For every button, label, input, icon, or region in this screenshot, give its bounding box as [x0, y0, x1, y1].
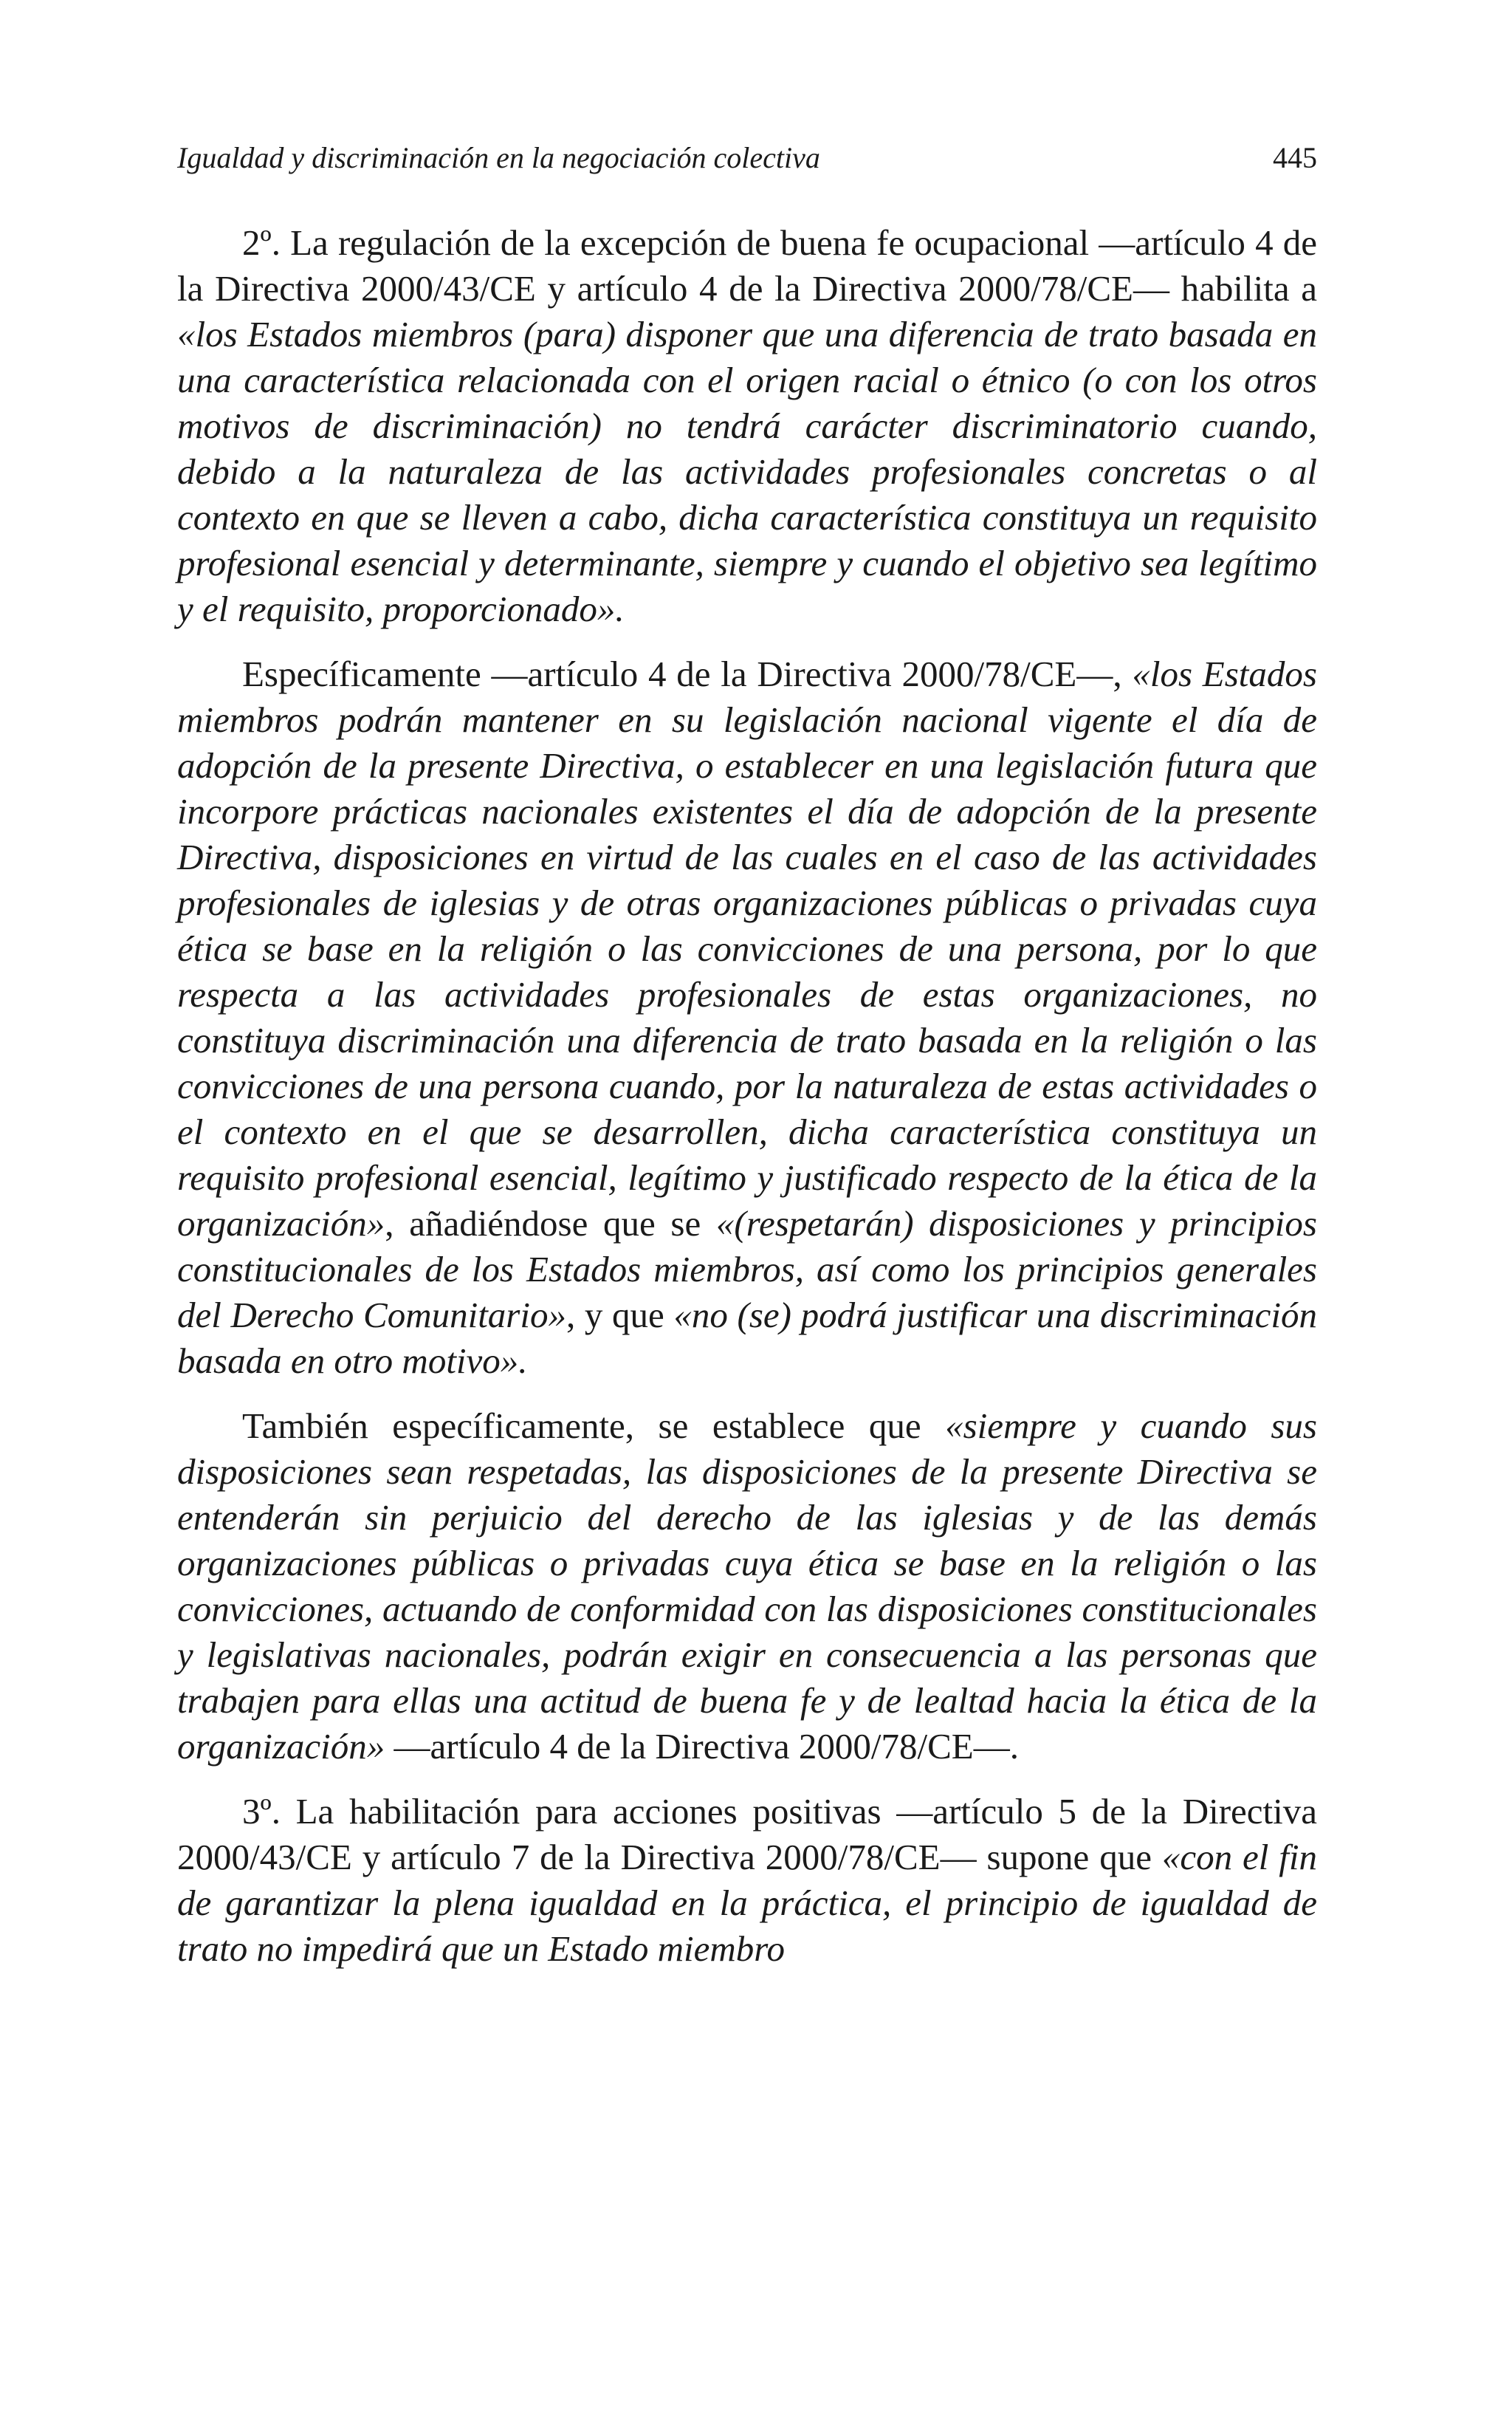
paragraph-text: , y que — [566, 1295, 674, 1335]
quoted-text: «los Estados miembros (para) disponer que una diferencia de trato basada en una característica relacionada con el origen racial o étnico (o con los otros motivos de discriminación) no tendrá carácter discriminatorio cuando, debido a la naturaleza de las actividades profesionales concretas o al contexto en que se lleven a cabo, dicha característica constituya un requisito profesional esencial y determinante, siempre y cuando el objetivo sea legítimo y el requisito, proporcionado». — [177, 314, 1317, 629]
quoted-text: «los Estados miembros podrán mantener en su legislación nacional vigente el día de adopción de la presente Directiva, o establecer en una legislación futura que incorpore prácticas nacionales existentes el día de adopción de la presente Directiva, disposiciones en virtud de las cuales en el caso de las actividades profesionales de iglesias y de otras organizaciones públicas o privadas cuya ética se base en la religión o las convicciones de una persona, por lo que respecta a las actividades profesionales de estas organizaciones, no constituya discriminación una diferencia de trato basada en la religión o las convicciones de una persona cuando, por la naturaleza de estas actividades o el contexto en el que se desarrollen, dicha característica constituya un requisito profesional esencial, legítimo y justificado respecto de la ética de la organización» — [177, 654, 1317, 1244]
paragraph-text: —artículo 4 de la Directiva 2000/78/CE—. — [385, 1726, 1019, 1767]
paragraph-acciones-positivas — [177, 1789, 1317, 1972]
body-text — [177, 220, 1317, 1991]
running-title: Igualdad y discriminación en la negociación colectiva — [177, 141, 820, 174]
quoted-text: «con el fin de garantizar la plena igualdad en la práctica, el principio de igualdad de trato no impedirá que un Estado miembro — [177, 1837, 1317, 1969]
paragraph-text: 2º. La regulación de la excepción de buena fe ocupacional —artículo 4 de la Directiva 2000/43/CE y artículo 4 de la Directiva 2000/78/CE— habilita a — [177, 222, 1317, 309]
page-number: 445 — [1273, 141, 1317, 174]
paragraph-text: También específicamente, se establece que — [242, 1405, 946, 1446]
paragraph-buena-fe-ocupacional — [177, 220, 1317, 632]
quoted-text: «(respetarán) disposiciones y principios constitucionales de los Estados miembros, así como los principios generales del Derecho Comunitario» — [177, 1203, 1317, 1335]
paragraph-text: Específicamente —artículo 4 de la Directiva 2000/78/CE—, — [242, 654, 1133, 694]
running-header — [177, 137, 1317, 182]
quoted-text: «siempre y cuando sus disposiciones sean respetadas, las disposiciones de la presente Directiva se entenderán sin perjuicio del derecho de las iglesias y de las demás organizaciones públicas o privadas cuya ética se base en la religión o las convicciones, actuando de conformidad con las disposiciones constitucionales y legislativas nacionales, podrán exigir en consecuencia a las personas que trabajen para ellas una actitud de buena fe y de lealtad hacia la ética de la organización» — [177, 1405, 1317, 1767]
paragraph-tambien-especificamente — [177, 1403, 1317, 1769]
paragraph-especificamente — [177, 651, 1317, 1384]
paragraph-text: , añadiéndose que se — [385, 1203, 716, 1244]
paragraph-text: 3º. La habilitación para acciones positivas —artículo 5 de la Directiva 2000/43/CE y artículo 7 de la Directiva 2000/78/CE— supone que — [177, 1791, 1317, 1877]
quoted-text: «no (se) podrá justificar una discriminación basada en otro motivo». — [177, 1295, 1318, 1381]
